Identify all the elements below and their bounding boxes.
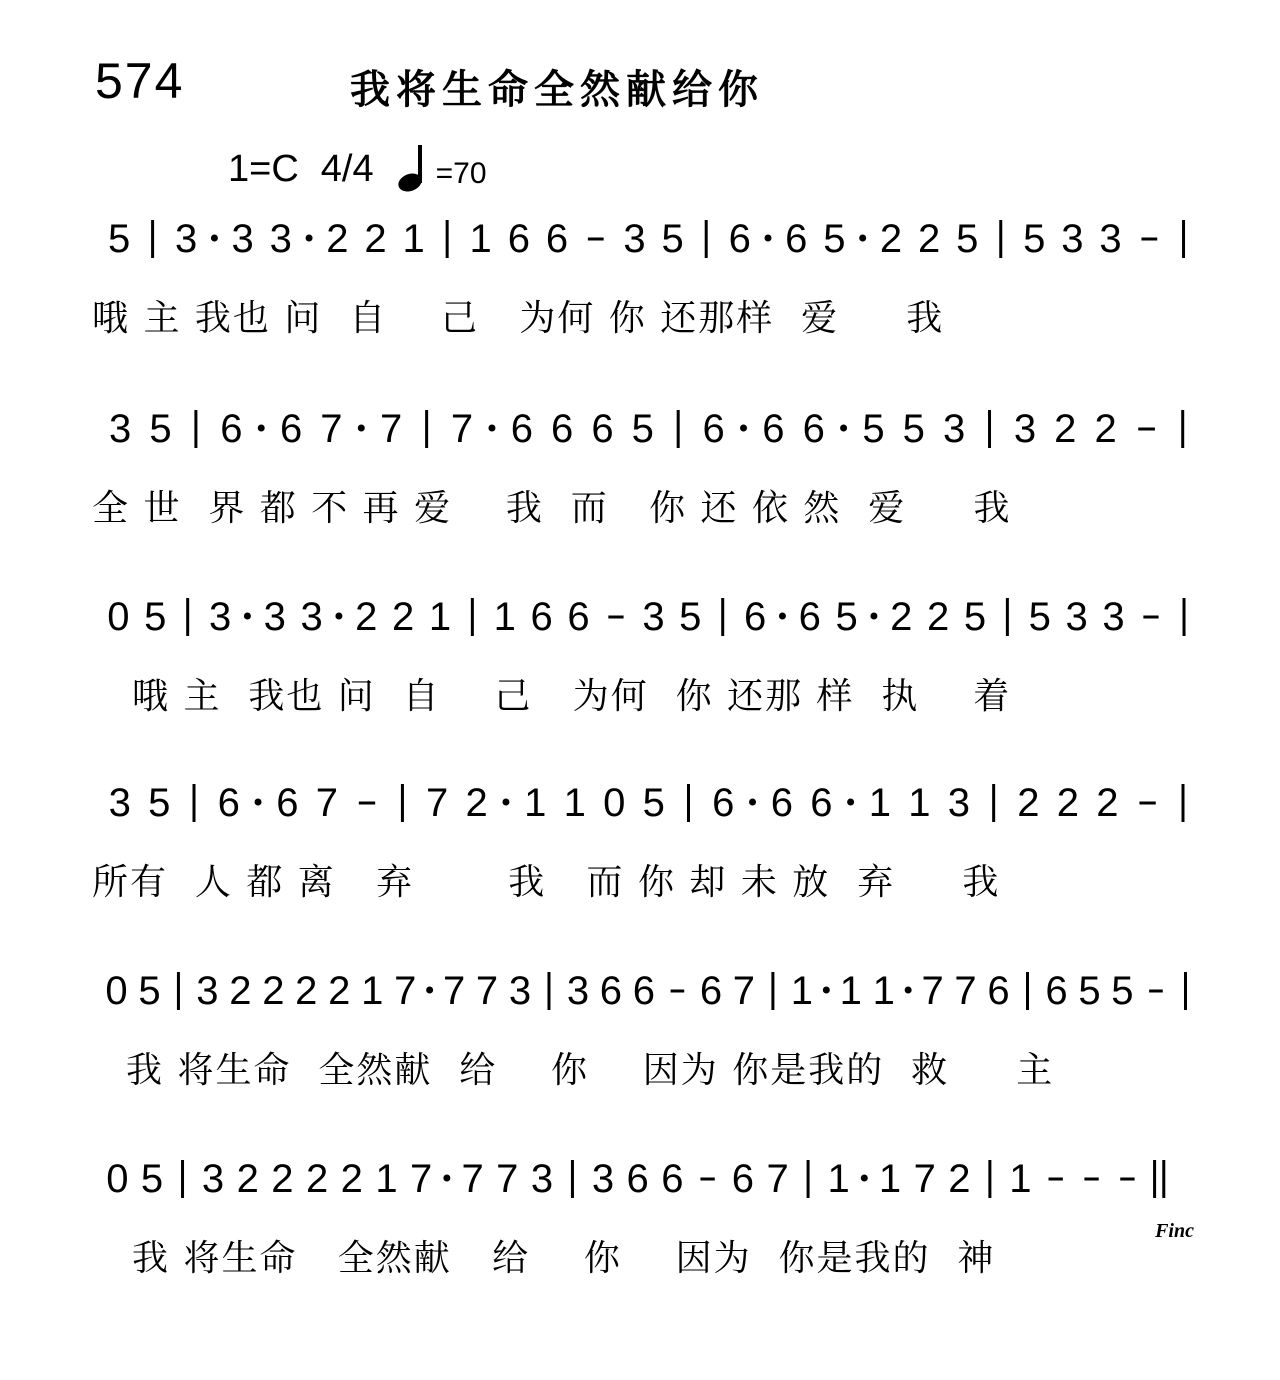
augmentation-dot xyxy=(255,799,262,806)
notation-line-5 xyxy=(0,952,1280,1152)
note-digit: 1 xyxy=(872,969,895,1013)
note-digit: 6 xyxy=(770,781,793,825)
augmentation-dot xyxy=(859,235,866,242)
augmentation-dot xyxy=(488,425,495,432)
note-digit: 5 xyxy=(642,781,665,825)
fine-marking: Finc xyxy=(1155,1220,1194,1242)
note-digit: 6 xyxy=(1045,969,1068,1013)
note-digit: 2 xyxy=(328,969,351,1013)
note-digit: 6 xyxy=(802,407,825,451)
note-digit: 1 xyxy=(1009,1157,1032,1201)
note-digit: 1 xyxy=(361,969,384,1013)
note-digit: 6 xyxy=(702,407,725,451)
note-digit: 6 xyxy=(743,595,767,639)
note-digit: 1 xyxy=(493,595,516,639)
song-meta xyxy=(228,148,487,191)
note-digit: 2 xyxy=(917,217,941,261)
song-number: 574 xyxy=(95,53,185,109)
note-digit: 6 xyxy=(551,407,574,451)
note-digit: 3 xyxy=(1099,217,1122,261)
note-digit: 6 xyxy=(599,969,623,1013)
note-digit: 2 xyxy=(1096,781,1119,825)
note-digit: 6 xyxy=(987,969,1010,1013)
note-digit: 3 xyxy=(947,781,971,825)
note-digit: 6 xyxy=(545,217,569,261)
notation-line-3 xyxy=(0,578,1280,778)
augmentation-dot xyxy=(426,987,433,994)
note-digit: 3 xyxy=(642,595,665,639)
note-digit: 7 xyxy=(732,969,756,1013)
notation-graphics xyxy=(0,390,1280,480)
note-digit: 2 xyxy=(1094,407,1117,451)
augmentation-dot xyxy=(765,235,772,242)
note-digit: 5 xyxy=(963,595,987,639)
tempo-marking: =70 xyxy=(435,157,487,190)
note-digit: 5 xyxy=(1078,969,1101,1013)
augmentation-dot xyxy=(244,613,251,620)
key-signature: 1=C xyxy=(228,148,299,190)
lyrics-line: 我 将生命 全然献 给 你 因为 你是我的 神 xyxy=(132,1238,996,1279)
note-digit: 0 xyxy=(107,595,130,639)
note-digit: 5 xyxy=(140,1157,164,1201)
note-digit: 3 xyxy=(623,217,646,261)
notation-graphics xyxy=(0,578,1280,668)
augmentation-dot xyxy=(211,235,218,242)
note-digit: 3 xyxy=(591,1157,615,1201)
note-digit: 5 xyxy=(631,407,654,451)
note-digit: 7 xyxy=(320,407,343,451)
notation-line-2 xyxy=(0,390,1280,590)
note-digit: 3 xyxy=(263,595,286,639)
note-digit: 3 xyxy=(300,595,323,639)
quarter-note-icon xyxy=(398,149,432,191)
note-digit: 5 xyxy=(902,407,925,451)
note-digit: 3 xyxy=(1061,217,1084,261)
note-digit: 2 xyxy=(1056,781,1080,825)
augmentation-dot xyxy=(840,425,847,432)
note-digit: 6 xyxy=(591,407,614,451)
augmentation-dot xyxy=(443,1175,450,1182)
note-digit: 0 xyxy=(603,781,626,825)
note-digit: 2 xyxy=(271,1157,294,1201)
note-digit: 3 xyxy=(508,969,532,1013)
note-digit: 2 xyxy=(890,595,913,639)
note-digit: 1 xyxy=(469,217,492,261)
note-digit: 7 xyxy=(913,1157,936,1201)
note-digit: 6 xyxy=(731,1157,755,1201)
note-digit: 2 xyxy=(262,969,285,1013)
augmentation-dot xyxy=(847,799,854,806)
note-digit: 3 xyxy=(208,595,232,639)
song-title: 我将生命全然献给你 xyxy=(350,67,764,113)
note-digit: 1 xyxy=(402,217,425,261)
note-digit: 7 xyxy=(766,1157,789,1201)
note-digit: 2 xyxy=(1017,781,1040,825)
note-digit: 2 xyxy=(364,217,387,261)
note-digit: 3 xyxy=(942,407,966,451)
note-digit: 5 xyxy=(835,595,858,639)
note-digit: 3 xyxy=(196,969,219,1013)
augmentation-dot xyxy=(861,1175,868,1182)
note-digit: 5 xyxy=(661,217,684,261)
note-digit: 2 xyxy=(236,1157,259,1201)
note-digit: 5 xyxy=(1111,969,1134,1013)
note-digit: 3 xyxy=(269,217,292,261)
note-digit: 2 xyxy=(1054,407,1077,451)
note-digit: 1 xyxy=(827,1157,850,1201)
augmentation-dot xyxy=(779,613,786,620)
notation-line-6 xyxy=(0,1140,1280,1340)
note-digit: 3 xyxy=(201,1157,225,1201)
note-digit: 5 xyxy=(823,217,846,261)
note-digit: 1 xyxy=(428,595,452,639)
note-digit: 2 xyxy=(465,781,488,825)
note-digit: 5 xyxy=(679,595,702,639)
note-digit: 3 xyxy=(566,969,590,1013)
note-digit: 7 xyxy=(496,1157,519,1201)
note-digit: 6 xyxy=(762,407,785,451)
note-digit: 2 xyxy=(229,969,252,1013)
time-signature: 4/4 xyxy=(320,148,374,190)
note-digit: 7 xyxy=(442,969,466,1013)
note-digit: 1 xyxy=(868,781,892,825)
note-digit: 6 xyxy=(507,217,530,261)
note-digit: 7 xyxy=(954,969,977,1013)
note-digit: 6 xyxy=(785,217,808,261)
augmentation-dot xyxy=(870,613,877,620)
note-digit: 6 xyxy=(510,407,533,451)
note-digit: 5 xyxy=(956,217,979,261)
note-digit: 7 xyxy=(315,781,338,825)
augmentation-dot xyxy=(306,235,313,242)
augmentation-dot xyxy=(502,799,509,806)
note-digit: 1 xyxy=(790,969,814,1013)
note-digit: 1 xyxy=(375,1157,398,1201)
note-digit: 5 xyxy=(107,217,131,261)
note-digit: 0 xyxy=(106,1157,129,1201)
note-digit: 1 xyxy=(524,781,547,825)
note-digit: 6 xyxy=(728,217,751,261)
lyrics-line: 哦 主 我也 问 自 己 为何 你 还那 样 执 着 xyxy=(132,676,1012,717)
note-digit: 6 xyxy=(567,595,590,639)
note-digit: 3 xyxy=(109,407,132,451)
note-digit: 3 xyxy=(175,217,198,261)
lyrics-line: 全 世 界 都 不 再 爱 我 而 你 还 依 然 爱 我 xyxy=(92,488,1012,529)
augmentation-dot xyxy=(335,613,342,620)
note-digit: 2 xyxy=(391,595,415,639)
note-digit: 7 xyxy=(461,1157,484,1201)
notation-graphics xyxy=(0,1140,1280,1230)
augmentation-dot xyxy=(258,425,265,432)
note-digit: 2 xyxy=(340,1157,363,1201)
note-digit: 6 xyxy=(530,595,553,639)
note-digit: 1 xyxy=(563,781,586,825)
note-digit: 6 xyxy=(626,1157,649,1201)
note-digit: 2 xyxy=(355,595,378,639)
note-digit: 7 xyxy=(921,969,944,1013)
note-digit: 5 xyxy=(138,969,161,1013)
augmentation-dot xyxy=(358,425,365,432)
note-digit: 6 xyxy=(279,407,303,451)
note-digit: 6 xyxy=(712,781,735,825)
note-digit: 3 xyxy=(1065,595,1088,639)
note-digit: 5 xyxy=(862,407,885,451)
augmentation-dot xyxy=(905,987,912,994)
note-digit: 3 xyxy=(108,781,131,825)
notation-graphics xyxy=(0,952,1280,1042)
note-digit: 6 xyxy=(632,969,656,1013)
note-digit: 3 xyxy=(1102,595,1125,639)
notation-graphics xyxy=(0,764,1280,854)
note-digit: 6 xyxy=(810,781,833,825)
note-digit: 2 xyxy=(879,217,903,261)
note-digit: 1 xyxy=(878,1157,902,1201)
note-digit: 7 xyxy=(394,969,417,1013)
note-digit: 7 xyxy=(450,407,474,451)
augmentation-dot xyxy=(740,425,747,432)
note-digit: 5 xyxy=(1023,217,1046,261)
note-digit: 7 xyxy=(426,781,449,825)
lyrics-line: 我 将生命 全然献 给 你 因为 你是我的 救 主 xyxy=(126,1050,1055,1091)
note-digit: 2 xyxy=(295,969,318,1013)
note-digit: 7 xyxy=(410,1157,433,1201)
note-digit: 1 xyxy=(839,969,862,1013)
note-digit: 5 xyxy=(144,595,167,639)
notation-line-4 xyxy=(0,764,1280,964)
note-digit: 7 xyxy=(475,969,499,1013)
augmentation-dot xyxy=(749,799,756,806)
note-digit: 2 xyxy=(326,217,349,261)
note-digit: 3 xyxy=(231,217,254,261)
lyrics-line: 哦 主 我也 问 自 己 为何 你 还那样 爱 我 xyxy=(92,298,945,339)
notation-graphics xyxy=(0,200,1280,290)
note-digit: 6 xyxy=(798,595,821,639)
note-digit: 3 xyxy=(1013,407,1037,451)
note-digit: 6 xyxy=(220,407,243,451)
note-digit: 2 xyxy=(305,1157,329,1201)
note-digit: 0 xyxy=(105,969,128,1013)
note-digit: 5 xyxy=(148,781,171,825)
note-digit: 6 xyxy=(217,781,240,825)
note-digit: 2 xyxy=(926,595,950,639)
note-digit: 3 xyxy=(530,1157,554,1201)
note-digit: 2 xyxy=(948,1157,971,1201)
note-digit: 6 xyxy=(276,781,299,825)
lyrics-line: 所有 人 都 离 弃 我 而 你 却 未 放 弃 我 xyxy=(92,862,1001,903)
note-digit: 6 xyxy=(661,1157,684,1201)
note-digit: 5 xyxy=(149,407,172,451)
note-digit: 5 xyxy=(1028,595,1051,639)
notation-line-1 xyxy=(0,200,1280,400)
note-digit: 7 xyxy=(380,407,403,451)
note-digit: 1 xyxy=(908,781,931,825)
augmentation-dot xyxy=(823,987,830,994)
note-digit: 6 xyxy=(699,969,723,1013)
